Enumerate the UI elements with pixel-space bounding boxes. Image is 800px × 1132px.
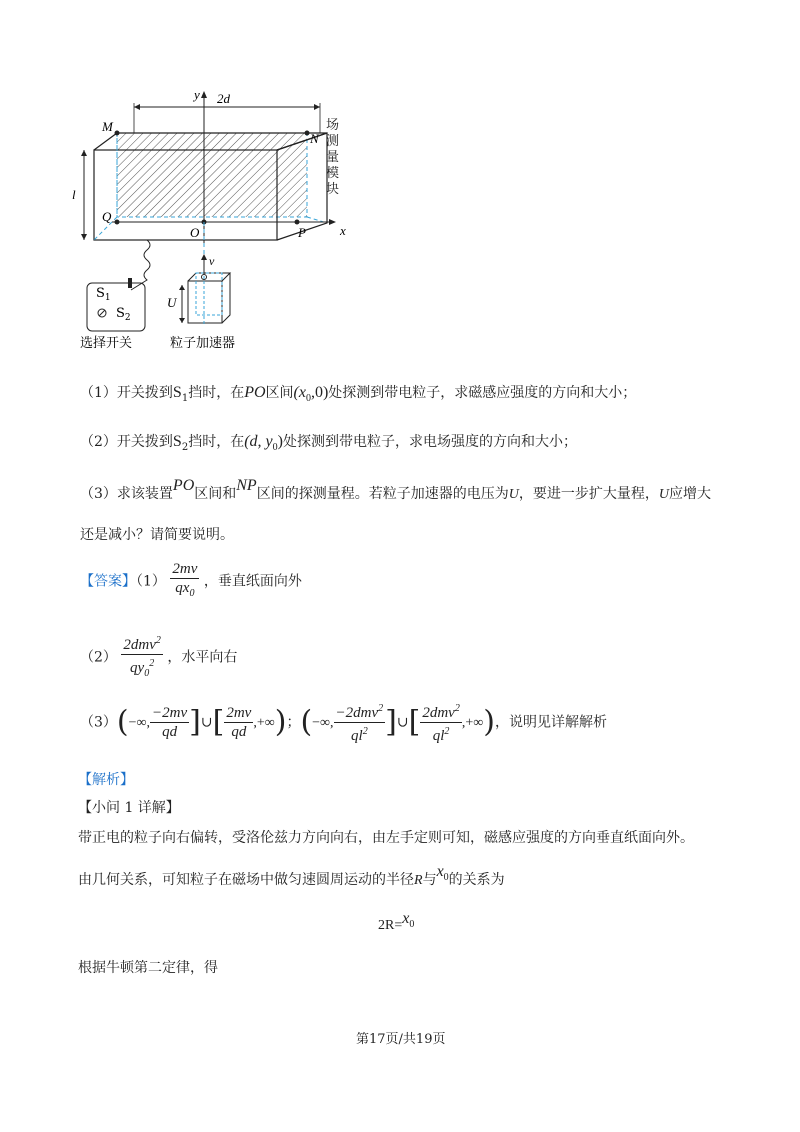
page-footer: 第17页/共19页 — [356, 1032, 446, 1047]
question-3-line2: 还是减小？请简要说明。 — [80, 527, 234, 543]
analysis-p2: 由几何关系，可知粒子在磁场中做匀速圆周运动的半径R与$x_0$的关系为 — [78, 863, 505, 888]
equation-2R: $2R=x_0$ — [378, 910, 415, 933]
answer-tag: 【答案】 — [80, 573, 136, 590]
question-3: （3）求该装置PO区间和NP区间的探测量程。若粒子加速器的电压为U，要进一步扩大量程，U应增大 — [80, 477, 711, 502]
label-y: y — [194, 87, 200, 102]
analysis-p3: 根据牛顿第二定律，得 — [78, 960, 218, 976]
answer-2: （2） $\frac{2dmv^2}{qy_0^2}$ ，水平向右 — [80, 632, 237, 683]
answer-1: 【答案】（1） $\frac{2mv}{qx_0}$ ，垂直纸面向外 — [80, 561, 302, 599]
question-1: （1）开关拨到$S_1$挡时，在PO区间$(x_0,0)$处探测到带电粒子，求磁感应强度的方向和大小； — [80, 384, 637, 404]
label-U: U — [167, 295, 177, 310]
label-N: N — [310, 131, 319, 146]
label-x: x — [340, 223, 346, 238]
label-v: v — [209, 254, 215, 268]
analysis-tag: 【解析】 — [78, 772, 134, 788]
analysis-p1: 带正电的粒子向右偏转，受洛伦兹力方向向右，由左手定则可知，磁感应强度的方向垂直纸面向外。 — [78, 830, 694, 846]
caption-accelerator: 粒子加速器 — [170, 336, 236, 351]
label-l: l — [72, 187, 76, 202]
label-O: O — [190, 225, 200, 240]
label-2d: 2d — [217, 91, 230, 106]
module-label: 场测量模块 — [326, 118, 340, 197]
analysis-sub1: 【小问 1 详解】 — [78, 800, 180, 816]
label-P: P — [298, 225, 306, 240]
label-Q: Q — [102, 209, 112, 224]
answer-3: （3）(−∞, $\frac{-2mv}{qd}$ ]∪[ $\frac{2mv}{qd}$ ,+∞)；(−∞, $\frac{-2dmv^2}{ql^2}$ ]∪[ $\frac{2dmv^2}{ql^2}$ ,+∞)，说明见详解解析 — [80, 700, 607, 745]
label-M: M — [102, 119, 113, 134]
accelerator-box — [188, 281, 222, 323]
caption-switch: 选择开关 — [80, 336, 133, 351]
question-2: （2）开关拨到$S_2$挡时，在(d, $y_0$)处探测到带电粒子，求电场强度的方向和大小； — [80, 433, 577, 453]
label-S1: $S_1$ — [96, 286, 111, 303]
field-region — [117, 133, 307, 217]
label-S2: $S_2$ — [116, 306, 131, 323]
